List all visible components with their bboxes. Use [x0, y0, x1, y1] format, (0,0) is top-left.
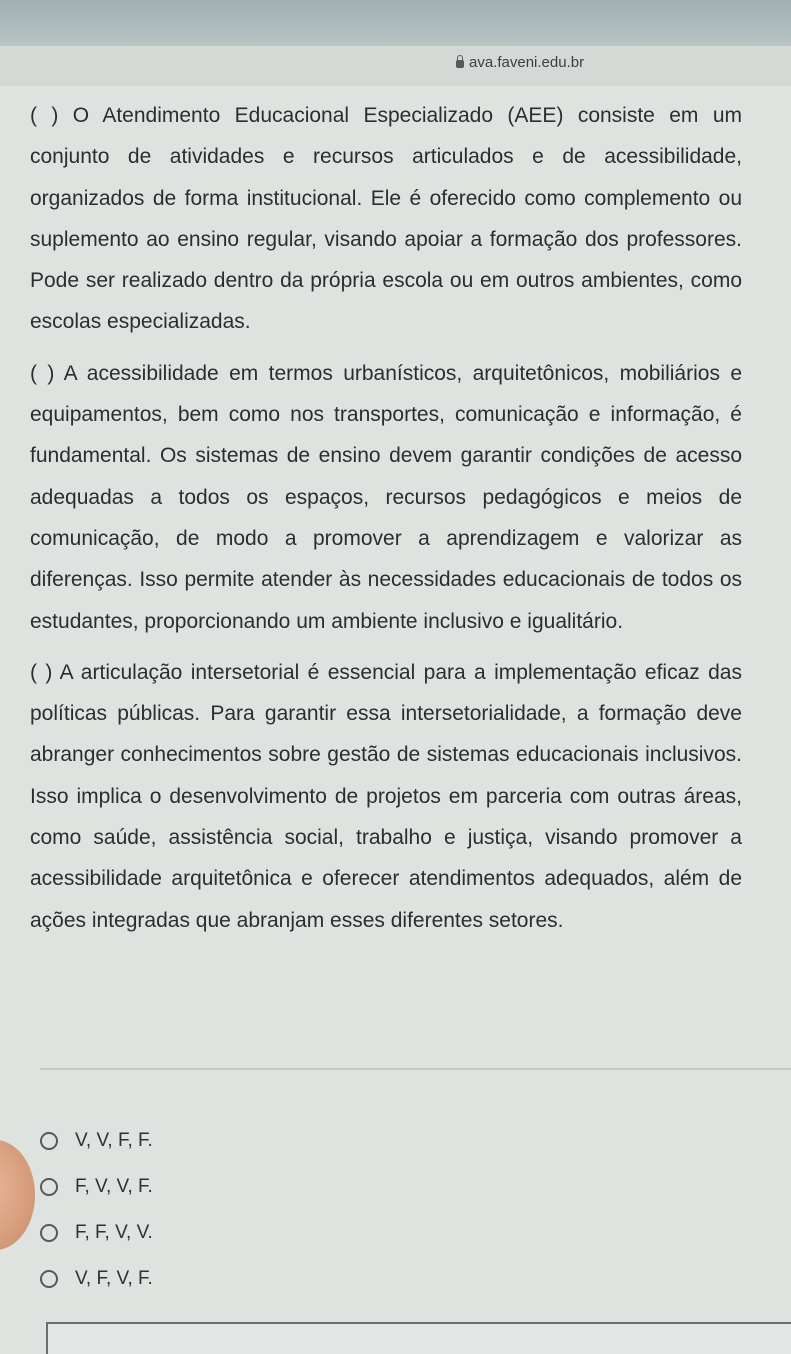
option-label: V, F, V, F.: [75, 1268, 153, 1289]
url-text: ava.faveni.edu.br: [469, 54, 585, 71]
next-input-box[interactable]: [46, 1322, 791, 1354]
answer-options: [40, 1118, 153, 1302]
browser-url-bar[interactable]: [0, 46, 791, 86]
radio-button-icon[interactable]: [40, 1224, 58, 1242]
browser-top-band: [0, 0, 791, 46]
option-label: F, V, V, F.: [75, 1176, 153, 1197]
answer-option-a[interactable]: [40, 1118, 153, 1164]
statement-3: ( ) A articulação intersetorial é essencial para a implementação eficaz das políticas públicas. Para garantir essa intersetorialidade, a formação deve abranger conhecimentos sobre gestão de sistemas educacionais inclusivos. Isso implica o desenvolvimento de projetos em parceria com outras áreas, como saúde, assistência social, trabalho e justiça, visando promover a acessibilidade arquitetônica e oferecer atendimentos adequados, além de ações integradas que abranjam esses diferentes setores.: [30, 660, 742, 932]
url-display[interactable]: [456, 54, 584, 71]
statement-2: ( ) A acessibilidade em termos urbanísticos, arquitetônicos, mobiliários e equipamentos, bem como nos transportes, comunicação e informação, é fundamental. Os sistemas de ensino devem garantir condições de acesso adequadas a todos os espaços, recursos pedagógicos e meios de comunicação, de modo a promover a aprendizagem e valorizar as diferenças. Isso permite atender às necessidades educacionais de todos os estudantes, proporcionando um ambiente inclusivo e igualitário.: [30, 361, 742, 633]
fingertip-photo-artifact: [0, 1140, 35, 1250]
answer-option-d[interactable]: [40, 1256, 153, 1302]
radio-button-icon[interactable]: [40, 1178, 58, 1196]
option-label: V, V, F, F.: [75, 1130, 153, 1151]
option-label: F, F, V, V.: [75, 1222, 153, 1243]
divider: [40, 1068, 791, 1070]
lock-icon: [456, 60, 464, 68]
radio-button-icon[interactable]: [40, 1132, 58, 1150]
answer-option-b[interactable]: [40, 1164, 153, 1210]
radio-button-icon[interactable]: [40, 1270, 58, 1288]
question-body: [30, 95, 742, 951]
answer-option-c[interactable]: [40, 1210, 153, 1256]
statement-1: ( ) O Atendimento Educacional Especializado (AEE) consiste em um conjunto de atividades e recursos articulados e de acessibilidade, organizados de forma institucional. Ele é oferecido como complemento ou suplemento ao ensino regular, visando apoiar a formação dos professores. Pode ser realizado dentro da própria escola ou em outros ambientes, como escolas especializadas.: [30, 104, 742, 334]
